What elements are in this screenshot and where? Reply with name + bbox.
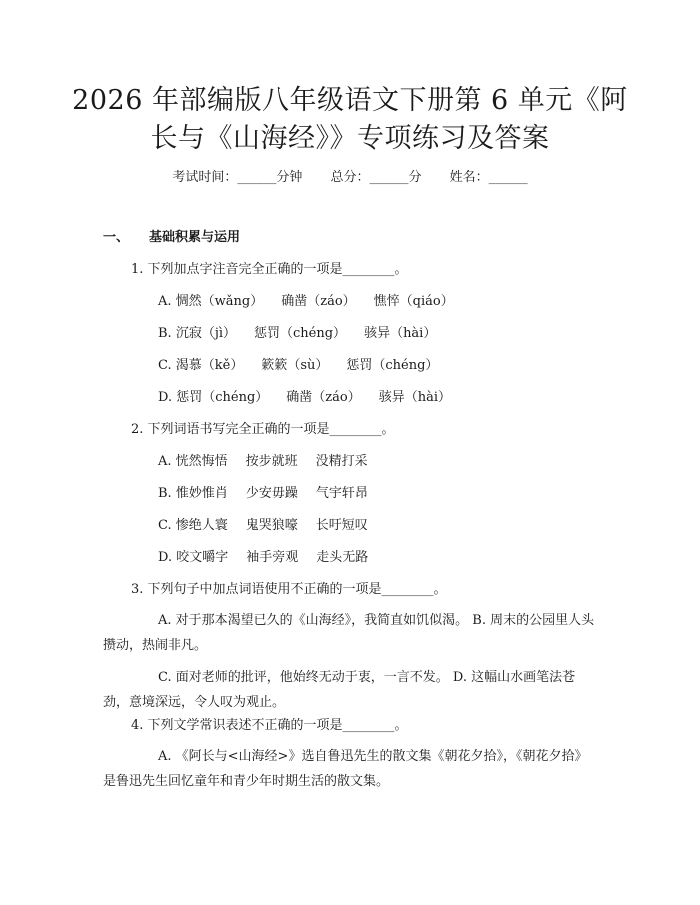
question-2-option-a: A. 恍然悔悟 按步就班 没精打采: [158, 454, 368, 469]
exam-meta: [0, 169, 700, 187]
question-2-option-d: D. 咬文嚼字 袖手旁观 走头无路: [158, 550, 369, 565]
question-2-option-c: C. 惨绝人寰 鬼哭狼嚎 长吁短叹: [158, 518, 368, 533]
question-1-stem: 1. 下列加点字注音完全正确的一项是________。: [131, 262, 408, 277]
question-3-options-cd: C. 面对老师的批评，他始终无动于衷，一言不发。 D. 这幅山水画笔法苍劲，意境深远，令人叹为观止。: [103, 670, 576, 710]
document-title: [60, 82, 640, 158]
student-name: 姓名：______: [449, 170, 528, 185]
question-4-option-a: A. 《阿长与<山海经>》选自鲁迅先生的散文集《朝花夕拾》，《朝花夕拾》是鲁迅先生回忆童年和青少年时期生活的散文集。: [103, 749, 588, 789]
title-line-1: 2026 年部编版八年级语文下册第 6 单元《阿: [72, 85, 628, 116]
question-2-stem: 2. 下列词语书写完全正确的一项是________。: [131, 422, 395, 437]
question-1-option-b: B. 沉寂（jì） 惩罚（chéng） 骇异（hài）: [158, 326, 437, 341]
question-3-stem: 3. 下列句子中加点词语使用不正确的一项是________。: [131, 582, 447, 597]
section-heading: [103, 229, 240, 247]
exam-time: 考试时间：______分钟: [172, 170, 303, 185]
question-1-option-c: C. 渴慕（kě） 簌簌（sù） 惩罚（chéng）: [158, 358, 439, 373]
title-line-2: 长与《山海经》》专项练习及答案: [150, 123, 550, 154]
question-3-options-ab: A. 对于那本渴望已久的《山海经》，我简直如饥似渴。 B. 周末的公园里人头攒动，热闹非凡。: [103, 613, 595, 653]
question-4-stem: 4. 下列文学常识表述不正确的一项是________。: [131, 718, 408, 733]
question-1-option-a: A. 惆然（wǎng） 确凿（záo） 憔悴（qiáo）: [158, 294, 454, 309]
section-title: 基础积累与运用: [149, 230, 241, 245]
question-1-option-d: D. 惩罚（chéng） 确凿（záo） 骇异（hài）: [158, 390, 451, 405]
section-number: 一、: [103, 230, 130, 245]
question-2-option-b: B. 惟妙惟肖 少安毋躁 气宇轩昂: [158, 486, 368, 501]
total-score: 总分：______分: [330, 170, 422, 185]
